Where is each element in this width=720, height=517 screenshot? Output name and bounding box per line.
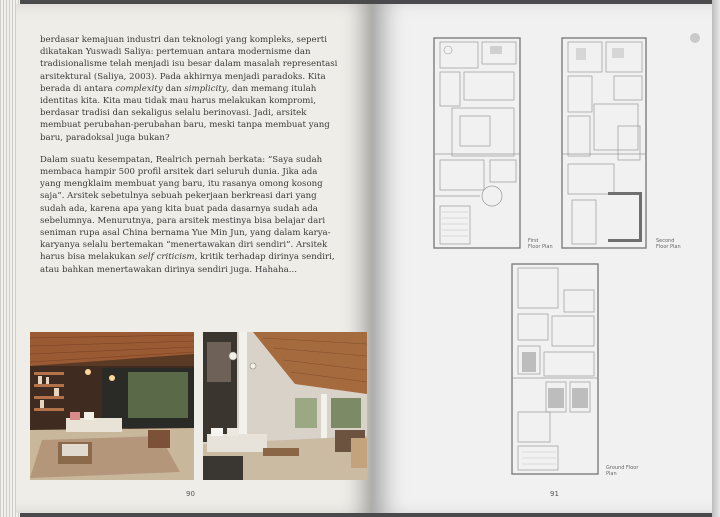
plan-label-line2: Floor Plan: [528, 244, 553, 250]
ground-floor-plan: [508, 262, 602, 478]
paragraph: [40, 34, 340, 144]
plan-label-line1: First: [528, 238, 539, 244]
text-run: berdasar kemajuan industri dan teknologi yang kompleks, seperti dikatakan Yuswadi Saliya: pertemuan antara modernisme dan tradisionalisme telah menjadi isu besar dalam masalah representasi arsitektural (Saliya, 2003). Pada akhirnya menjadi paradoks. Kita berada di antara: [40, 35, 338, 94]
italic-term: simplicity: [184, 83, 227, 94]
plan-label-line1: Ground Floor: [606, 465, 639, 471]
body-text: [40, 34, 340, 286]
second-floor-plan: [558, 36, 650, 252]
text-run: Dalam suatu kesempatan, Realrich pernah berkata: “Saya sudah membaca hampir 500 profil arsitek dari seluruh dunia. Jika ada yang mengklaim membuat yang baru, itu rasanya omong kosong saja”. Arsitek sebetulnya sebuah pekerjaan berkreasi dari yang sudah ada, karena apa yang kita buat pada dasarnya sudah ada sebelumnya. Menurutnya, para arsitek mestinya bisa belajar dari seniman rupa asal China bernama Yue Min Jun, yang dalam karya-karyanya selalu bertemakan “menertawakan diri sendiri”. Arsitek harus bisa melakukan: [40, 154, 331, 263]
second-floor-plan-label: [656, 238, 681, 250]
page-edges-right: [712, 0, 720, 517]
plan-label-line2: Plan: [606, 471, 617, 477]
page-number-right: 91: [550, 490, 559, 498]
plan-label-line2: Floor Plan: [656, 244, 681, 250]
italic-term: complexity: [115, 83, 163, 94]
first-floor-plan: [430, 36, 524, 252]
page-number-left: 90: [186, 490, 195, 498]
first-floor-plan-label: [528, 238, 553, 250]
interior-photo-living-room: [30, 332, 194, 480]
text-run: , kritik terhadap dirinya sendiri, atau bahkan menertawakan dirinya sendiri juga. Hahaha...: [40, 252, 335, 275]
text-run: , dan memang itulah identitas kita. Kita mau tidak mau harus melakukan kompromi, berdasar tradisi dan sekaligus selalu berinovasi. Jadi, arsitek membuat perubahan-perubahan baru, meski tanpa membuat yang baru, paradoksal juga bukan?: [40, 83, 330, 143]
text-run: dan: [162, 83, 185, 94]
page-corner-mark: [690, 33, 700, 43]
paragraph: [40, 154, 340, 276]
interior-photo-double-height: [203, 332, 367, 480]
plan-label-line1: Second: [656, 238, 675, 244]
ground-floor-plan-label: [606, 465, 638, 477]
italic-term: self criticism: [138, 252, 195, 263]
